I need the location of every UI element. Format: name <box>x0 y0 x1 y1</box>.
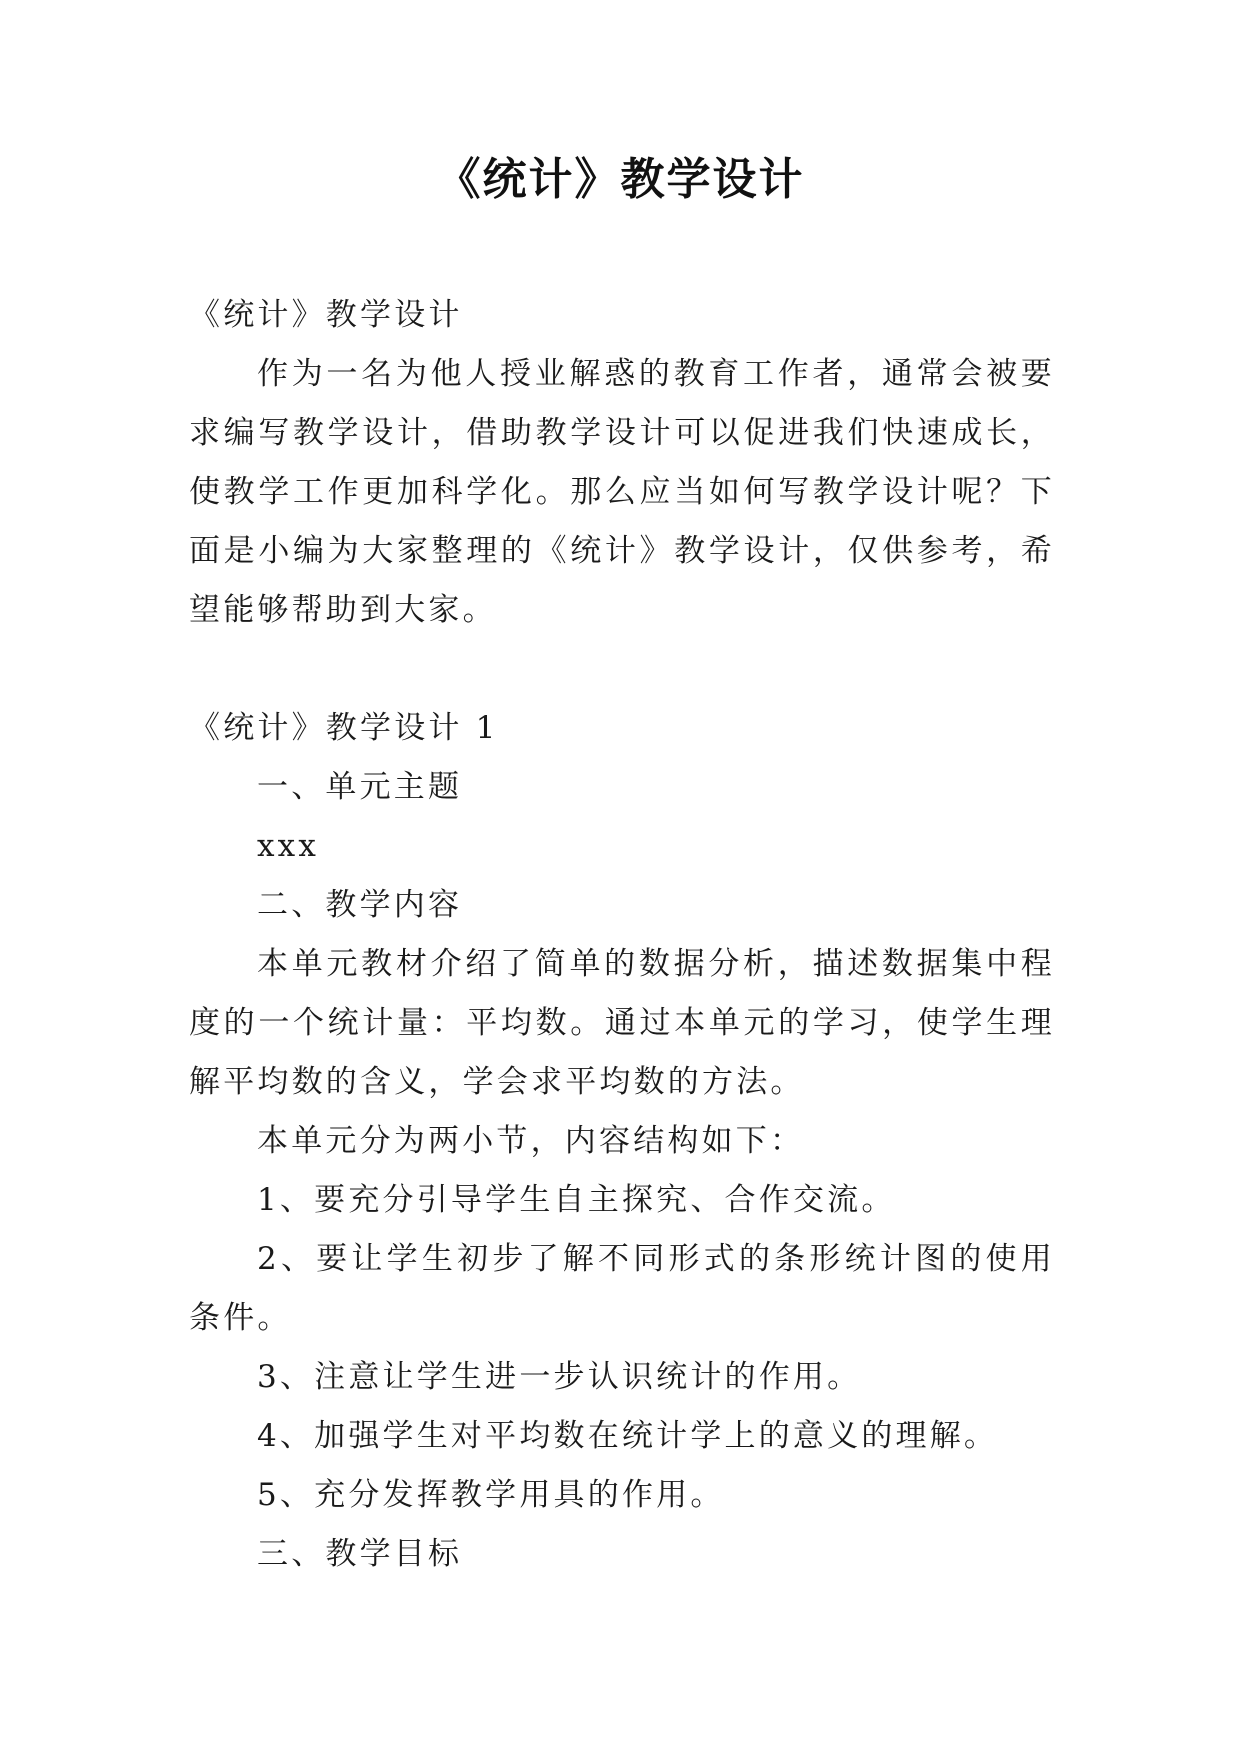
intro-paragraph: 作为一名为他人授业解惑的教育工作者，通常会被要求编写教学设计，借助教学设计可以促进我们快速成长，使教学工作更加科学化。那么应当如何写教学设计呢？下面是小编为大家整理的《统计》教学设计，仅供参考，希望能够帮助到大家。 <box>189 356 1055 628</box>
part1-heading: 一、单元主题 <box>257 769 463 805</box>
part2-heading: 二、教学内容 <box>257 887 463 923</box>
document-title: 《统计》教学设计 <box>436 154 805 205</box>
document-body <box>189 286 1055 1584</box>
list-item-3: 3、注意让学生进一步认识统计的作用。 <box>257 1359 862 1395</box>
paragraph-spacer <box>189 640 1055 699</box>
part3-heading: 三、教学目标 <box>257 1536 463 1572</box>
list-item-4: 4、加强学生对平均数在统计学上的意义的理解。 <box>257 1418 999 1454</box>
intro-heading: 《统计》教学设计 <box>189 297 463 333</box>
list-item-2: 2、要让学生初步了解不同形式的条形统计图的使用条件。 <box>189 1241 1055 1336</box>
part2-structure: 本单元分为两小节，内容结构如下： <box>257 1123 805 1159</box>
part2-body: 本单元教材介绍了简单的数据分析，描述数据集中程度的一个统计量：平均数。通过本单元的学习，使学生理解平均数的含义，学会求平均数的方法。 <box>189 946 1055 1100</box>
section-heading: 《统计》教学设计 1 <box>189 710 499 746</box>
part1-body: xxx <box>257 828 320 864</box>
list-item-1: 1、要充分引导学生自主探究、合作交流。 <box>257 1182 896 1218</box>
list-item-5: 5、充分发挥教学用具的作用。 <box>257 1477 725 1513</box>
